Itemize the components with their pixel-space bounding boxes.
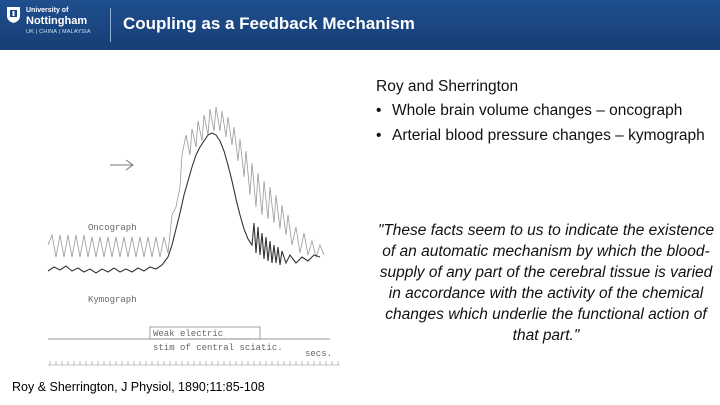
stim-label-1: Weak electric — [153, 329, 224, 339]
bullet-item — [376, 101, 716, 120]
sherrington-quote: "These facts seem to us to indicate the existence of an automatic mechanism by which the blood-supply of any part of the cerebral tissue is varied in accordance with the activity of the chemical changes which underlie the functional action of that part." — [377, 222, 715, 344]
oncograph-label: Oncograph — [88, 223, 137, 233]
logo-line-3: UK | CHINA | MALAYSIA — [26, 29, 91, 35]
bullet-panel — [376, 78, 716, 151]
stim-label-2: stim of central sciatic. — [153, 343, 283, 353]
logo-line-1: University of — [26, 7, 69, 14]
arrow-icon — [110, 160, 133, 170]
bullet-dot-icon: • — [376, 102, 382, 119]
university-logo — [6, 6, 106, 44]
header-divider — [110, 8, 111, 42]
bullet-dot-icon: • — [376, 127, 382, 144]
bullet-text: Arterial blood pressure changes – kymograph — [392, 127, 705, 144]
oncograph-trace — [48, 107, 324, 257]
bullet-text: Whole brain volume changes – oncograph — [392, 102, 683, 119]
slide-header — [0, 0, 720, 50]
citation: Roy & Sherrington, J Physiol, 1890;11:85-108 — [12, 380, 265, 394]
logo-line-2: Nottingham — [26, 15, 88, 27]
crest-icon — [6, 6, 21, 24]
oncograph-kymograph-figure — [40, 95, 345, 375]
time-ticks — [50, 361, 338, 365]
kymograph-label: Kymograph — [88, 295, 137, 305]
secs-label: secs. — [305, 349, 333, 359]
bullet-item — [376, 126, 716, 145]
slide-title: Coupling as a Feedback Mechanism — [123, 14, 415, 33]
panel-heading: Roy and Sherrington — [376, 78, 519, 95]
